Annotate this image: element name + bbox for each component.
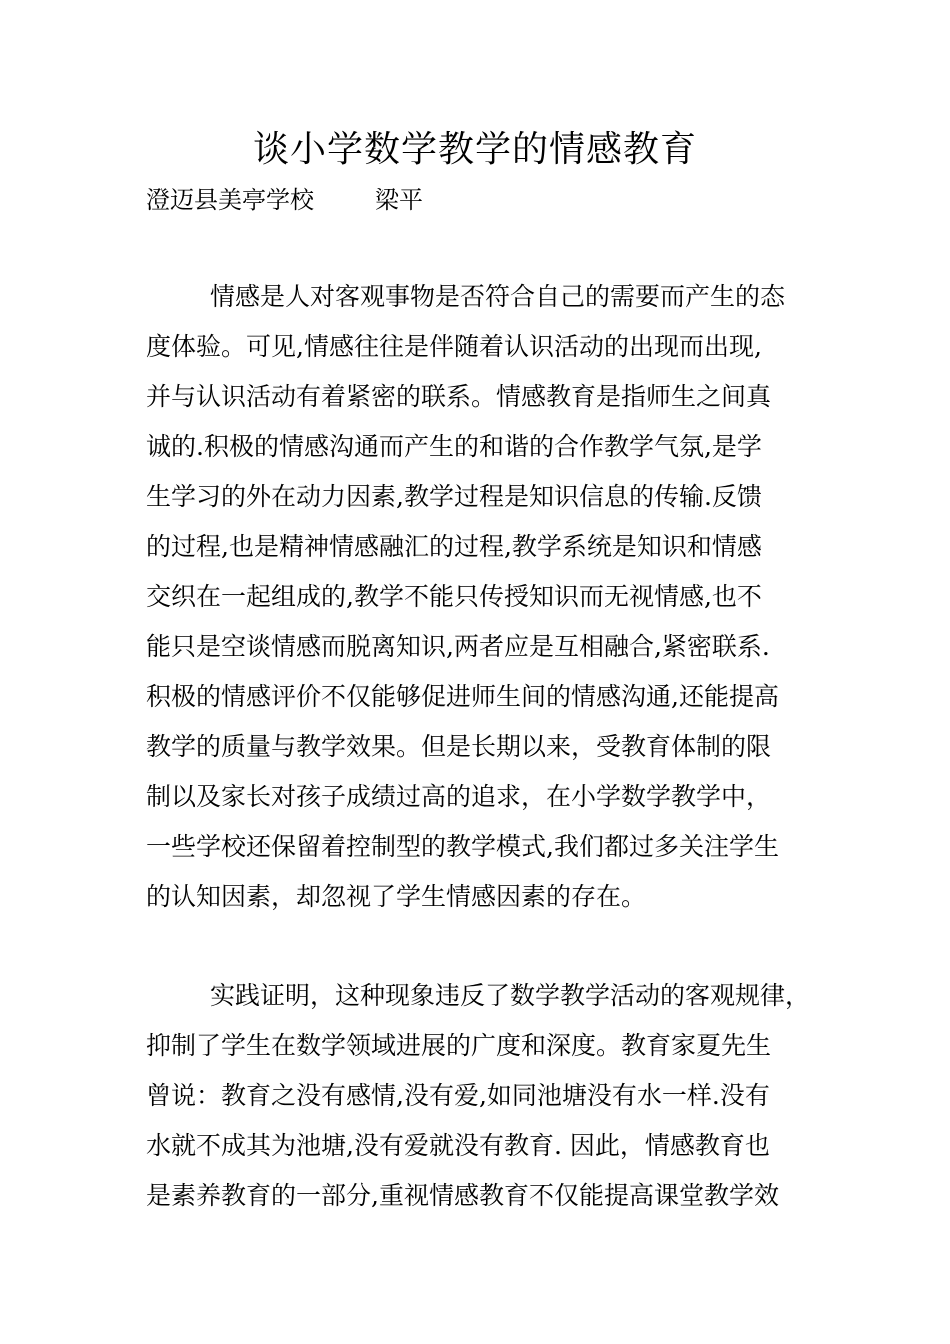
paragraph-line: 度体验。可见,情感往往是伴随着认识活动的出现而出现, [146,332,762,361]
paragraph-line: 的认知因素，却忽视了学生情感因素的存在。 [146,882,647,911]
byline-author: 梁平 [375,186,424,214]
paragraph-1 [146,272,846,922]
paragraph-line: 的过程,也是精神情感融汇的过程,教学系统是知识和情感 [146,532,762,561]
paragraph-line: 积极的情感评价不仅能够促进师生间的情感沟通,还能提高 [146,682,779,711]
paragraph-line: 实践证明，这种现象违反了数学教学活动的客观规律， [210,981,811,1010]
paragraph-line: 交织在一起组成的,教学不能只传授知识而无视情感,也不 [146,582,762,611]
paragraph-line: 曾说：教育之没有感情,没有爱,如同池塘没有水一样.没有 [146,1081,770,1110]
byline [146,180,423,220]
paragraph-line: 一些学校还保留着控制型的教学模式,我们都过多关注学生 [146,832,779,861]
paragraph-line: 生学习的外在动力因素,教学过程是知识信息的传输.反馈 [146,482,762,511]
paragraph-line: 情感是人对客观事物是否符合自己的需要而产生的态 [210,282,786,311]
paragraph-line: 抑制了学生在数学领域进展的广度和深度。教育家夏先生 [146,1031,772,1060]
paragraph-line: 并与认识活动有着紧密的联系。情感教育是指师生之间真 [146,382,772,411]
document-title: 谈小学数学教学的情感教育 [252,129,697,170]
paragraph-line: 是素养教育的一部分,重视情感教育不仅能提高课堂教学效 [146,1181,779,1210]
paragraph-line: 能只是空谈情感而脱离知识,两者应是互相融合,紧密联系. [146,632,770,661]
paragraph-2 [146,971,846,1221]
paragraph-line: 诚的.积极的情感沟通而产生的和谐的合作教学气氛,是学 [146,432,762,461]
paragraph-line: 水就不成其为池塘,没有爱就没有教育. 因此，情感教育也 [146,1131,770,1160]
byline-school: 澄迈县美亭学校 [146,186,314,214]
paragraph-line: 教学的质量与教学效果。但是长期以来，受教育体制的限 [146,732,772,761]
paragraph-line: 制以及家长对孩子成绩过高的追求，在小学数学教学中， [146,782,772,811]
